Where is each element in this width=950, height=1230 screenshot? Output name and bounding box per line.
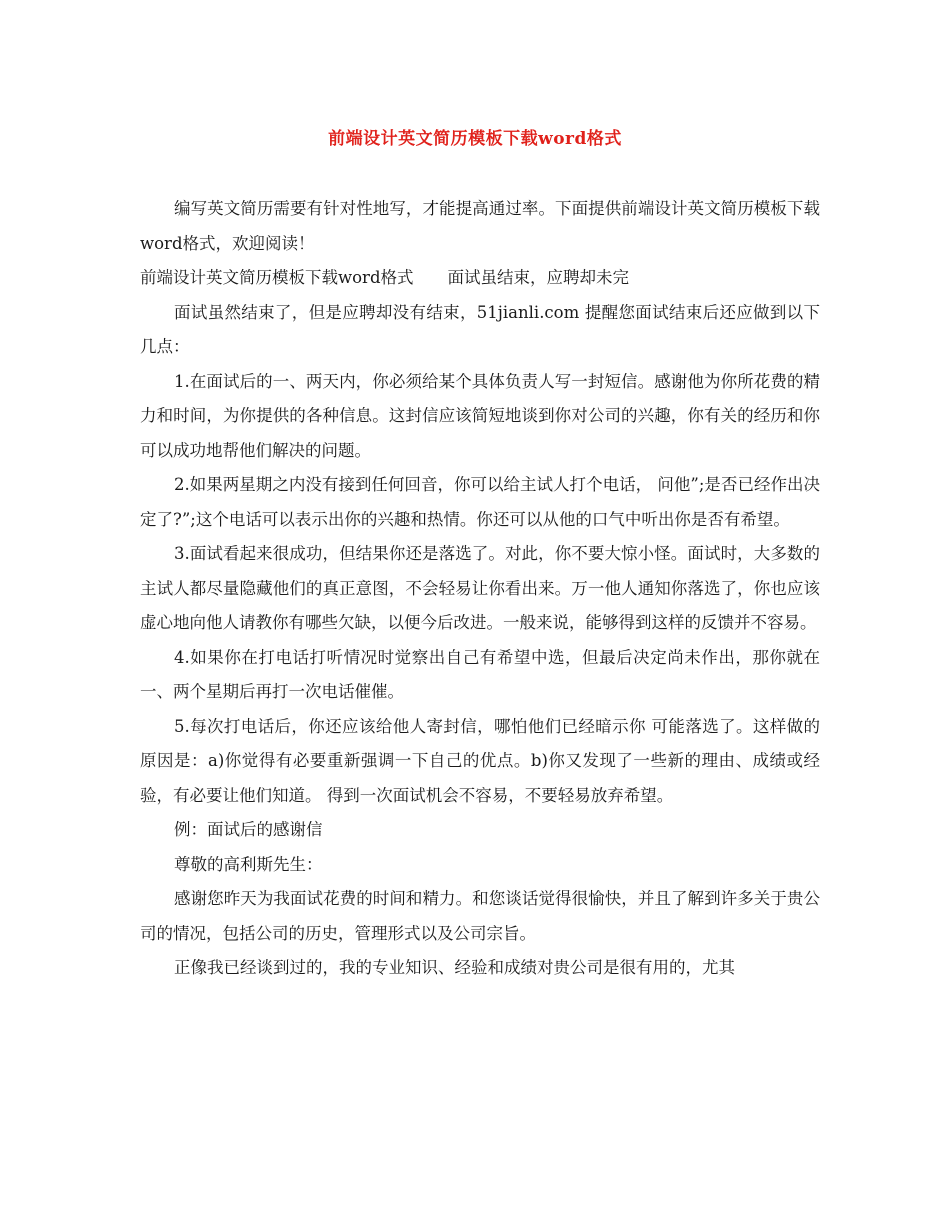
- paragraph-10: 正像我已经谈到过的，我的专业知识、经验和成绩对贵公司是很有用的，尤其: [174, 958, 735, 977]
- section-heading-left: 前端设计英文简历模板下载word格式: [140, 268, 414, 287]
- paragraph-5: 4.如果你在打电话打听情况时觉察出自己有希望中选，但最后决定尚未作出，那你就在一、两个星期后再打一次电话催催。: [140, 647, 820, 701]
- section-heading-line: [140, 261, 820, 296]
- paragraph-7: 例：面试后的感谢信: [174, 820, 323, 839]
- paragraph-3: 2.如果两星期之内没有接到任何回音，你可以给主试人打个电话， 问他”;是否已经作出决定了?”;这个电话可以表示出你的兴趣和热情。你还可以从他的口气中听出你是否有希望。: [140, 475, 820, 529]
- intro-paragraph: 编写英文简历需要有针对性地写，才能提高通过率。下面提供前端设计英文简历模板下载word格式，欢迎阅读！: [140, 199, 820, 253]
- document-title: 前端设计英文简历模板下载word格式: [328, 129, 622, 149]
- paragraph-4: 3.面试看起来很成功，但结果你还是落选了。对此，你不要大惊小怪。面试时，大多数的主试人都尽量隐藏他们的真正意图，不会轻易让你看出来。万一他人通知你落选了，你也应该虚心地向他人请教你有哪些欠缺，以便今后改进。一般来说，能够得到这样的反馈并不容易。: [140, 544, 820, 632]
- paragraph-9: 感谢您昨天为我面试花费的时间和精力。和您谈话觉得很愉快，并且了解到许多关于贵公司的情况，包括公司的历史，管理形式以及公司宗旨。: [140, 889, 820, 943]
- paragraph-1: 面试虽然结束了，但是应聘却没有结束，51jianli.com 提醒您面试结束后还应做到以下几点：: [140, 302, 820, 356]
- paragraph-6: 5.每次打电话后，你还应该给他人寄封信，哪怕他们已经暗示你 可能落选了。这样做的原因是：a)你觉得有必要重新强调一下自己的优点。b)你又发现了一些新的理由、成绩或经验，有必要让他们知道。 得到一次面试机会不容易，不要轻易放弃希望。: [140, 716, 820, 805]
- section-heading-right: 面试虽结束，应聘却未完: [447, 268, 630, 287]
- paragraph-8: 尊敬的高利斯先生：: [174, 854, 323, 874]
- document-body: [140, 192, 820, 986]
- paragraph-2: 1.在面试后的一、两天内，你必须给某个具体负责人写一封短信。感谢他为你所花费的精力和时间，为你提供的各种信息。这封信应该简短地谈到你对公司的兴趣，你有关的经历和你可以成功地帮他们解决的问题。: [140, 371, 820, 460]
